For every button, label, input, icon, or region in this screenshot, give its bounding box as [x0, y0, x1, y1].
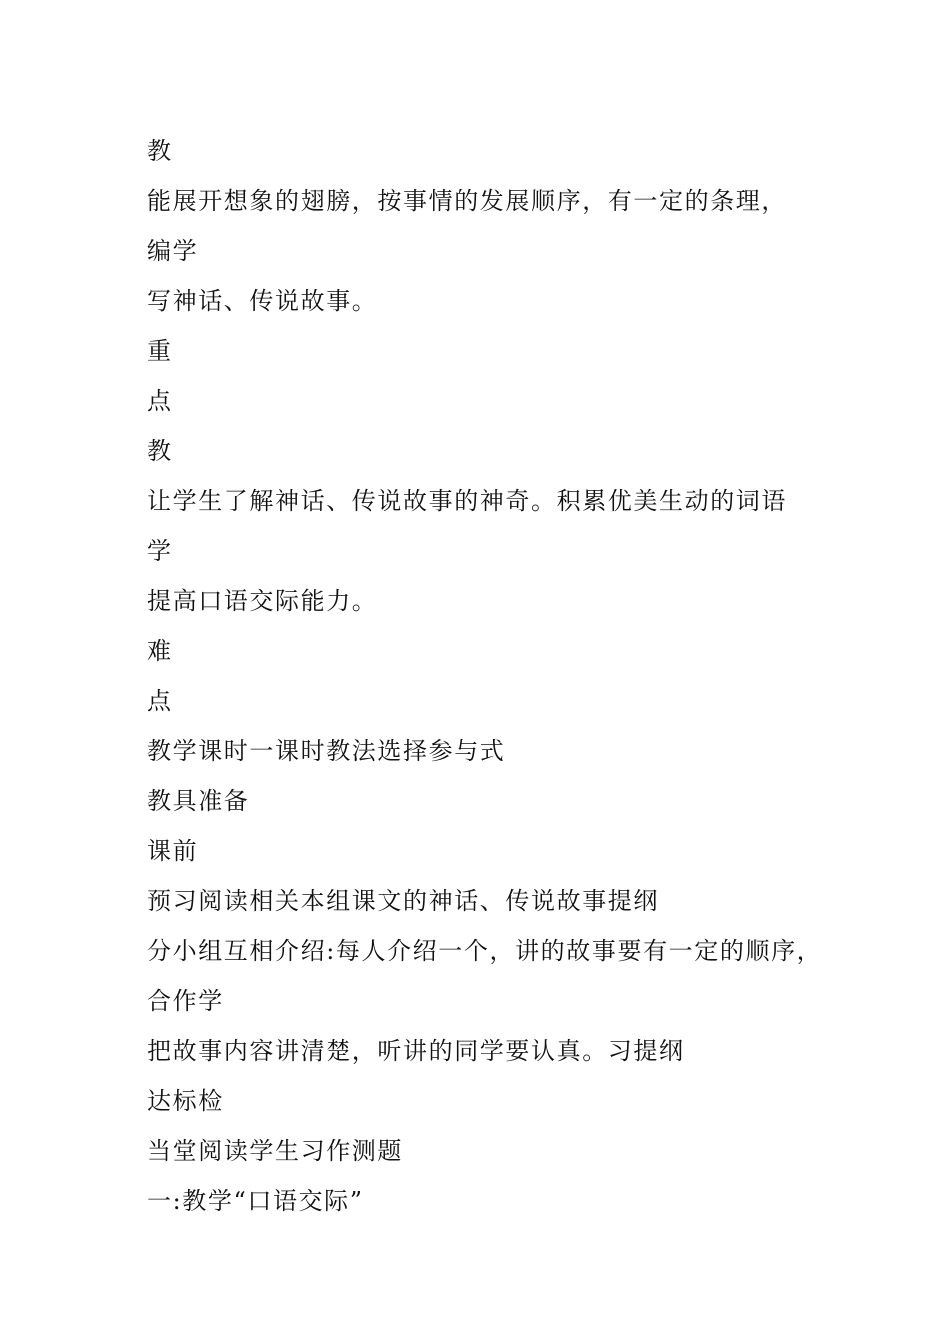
text-line: 一:教学“口语交际”: [147, 1187, 364, 1215]
text-line: 课前: [147, 837, 199, 865]
document-body: [147, 133, 847, 1233]
text-line: 把故事内容讲清楚，听讲的同学要认真。习提纲: [147, 1037, 685, 1065]
text-line: 教: [147, 137, 173, 165]
text-line: 预习阅读相关本组课文的神话、传说故事提纲: [147, 887, 659, 915]
text-line: 点: [147, 687, 173, 715]
text-line: 教: [147, 437, 173, 465]
text-line: 达标检: [147, 1087, 224, 1115]
text-line: 教具准备: [147, 787, 250, 815]
text-line: 能展开想象的翅膀，按事情的发展顺序，有一定的条理，: [147, 187, 787, 215]
text-line: 重: [147, 337, 173, 365]
text-line: 点: [147, 387, 173, 415]
text-line: 提高口语交际能力。: [147, 587, 378, 615]
text-line: 让学生了解神话、传说故事的神奇。积累优美生动的词语: [147, 487, 787, 515]
text-line: 编学: [147, 237, 199, 265]
text-line: 当堂阅读学生习作测题: [147, 1137, 403, 1165]
text-line: 合作学: [147, 987, 224, 1015]
text-line: 学: [147, 537, 173, 565]
text-line: 教学课时一课时教法选择参与式: [147, 737, 506, 765]
text-line: 写神话、传说故事。: [147, 287, 378, 315]
text-line: 分小组互相介绍:每人介绍一个，讲的故事要有一定的顺序，: [147, 937, 823, 965]
text-line: 难: [147, 637, 173, 665]
